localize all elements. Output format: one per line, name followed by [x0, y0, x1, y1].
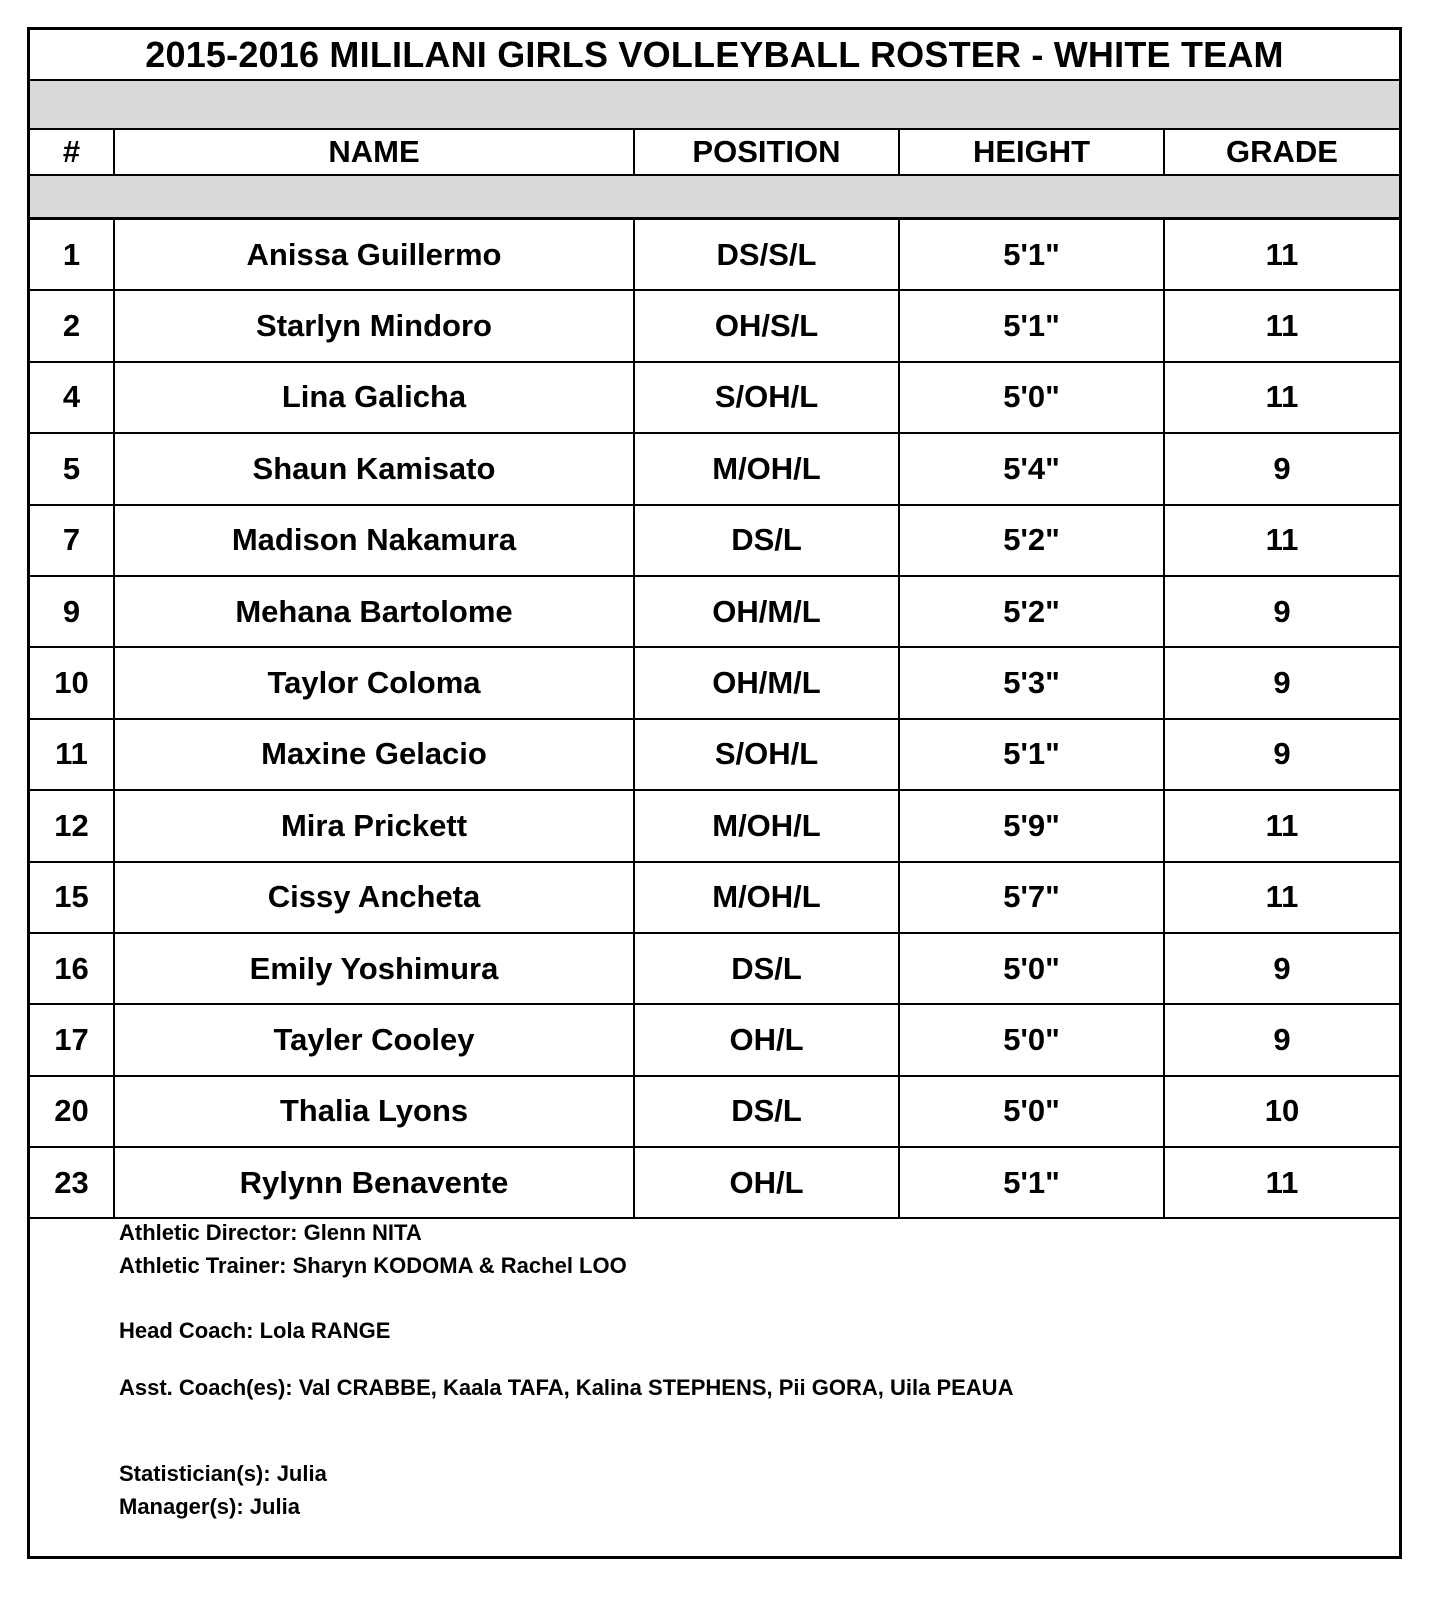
statisticians: Statistician(s): Julia — [119, 1461, 327, 1486]
table-row — [30, 933, 1399, 1004]
column-header-position: POSITION — [634, 130, 899, 175]
player-number: 12 — [30, 790, 114, 861]
player-position: S/OH/L — [634, 362, 899, 433]
staff-section — [119, 1216, 1013, 1523]
header-band — [30, 81, 1399, 130]
player-height: 5'2" — [899, 505, 1164, 576]
player-height: 5'3" — [899, 647, 1164, 718]
column-header-grade: GRADE — [1164, 130, 1399, 175]
player-height: 5'4" — [899, 433, 1164, 504]
player-position: OH/L — [634, 1004, 899, 1075]
player-position: M/OH/L — [634, 790, 899, 861]
player-grade: 9 — [1164, 433, 1399, 504]
player-position: OH/M/L — [634, 576, 899, 647]
table-row — [30, 290, 1399, 361]
player-number: 5 — [30, 433, 114, 504]
player-position: M/OH/L — [634, 862, 899, 933]
player-name: Thalia Lyons — [114, 1076, 634, 1147]
player-grade: 9 — [1164, 1004, 1399, 1075]
player-height: 5'1" — [899, 1147, 1164, 1218]
player-position: DS/S/L — [634, 219, 899, 290]
player-name: Taylor Coloma — [114, 647, 634, 718]
table-row — [30, 862, 1399, 933]
table-row — [30, 1147, 1399, 1218]
player-number: 2 — [30, 290, 114, 361]
player-name: Madison Nakamura — [114, 505, 634, 576]
roster-title: 2015-2016 MILILANI GIRLS VOLLEYBALL ROSTER - WHITE TEAM — [30, 30, 1399, 81]
player-name: Emily Yoshimura — [114, 933, 634, 1004]
player-position: OH/M/L — [634, 647, 899, 718]
roster-sheet — [27, 27, 1402, 1559]
player-grade: 11 — [1164, 790, 1399, 861]
column-header-number: # — [30, 130, 114, 175]
athletic-trainer: Athletic Trainer: Sharyn KODOMA & Rachel LOO — [119, 1253, 627, 1278]
player-number: 7 — [30, 505, 114, 576]
player-name: Shaun Kamisato — [114, 433, 634, 504]
player-grade: 9 — [1164, 719, 1399, 790]
player-grade: 11 — [1164, 505, 1399, 576]
player-grade: 9 — [1164, 647, 1399, 718]
player-grade: 9 — [1164, 933, 1399, 1004]
player-height: 5'0" — [899, 1076, 1164, 1147]
table-row — [30, 505, 1399, 576]
player-position: M/OH/L — [634, 433, 899, 504]
player-name: Rylynn Benavente — [114, 1147, 634, 1218]
player-height: 5'1" — [899, 219, 1164, 290]
player-height: 5'1" — [899, 290, 1164, 361]
player-grade: 9 — [1164, 576, 1399, 647]
player-height: 5'0" — [899, 1004, 1164, 1075]
player-number: 20 — [30, 1076, 114, 1147]
head-coach: Head Coach: Lola RANGE — [119, 1318, 391, 1343]
player-number: 15 — [30, 862, 114, 933]
player-position: OH/L — [634, 1147, 899, 1218]
player-height: 5'9" — [899, 790, 1164, 861]
table-row — [30, 1076, 1399, 1147]
player-name: Mehana Bartolome — [114, 576, 634, 647]
column-header-name: NAME — [114, 130, 634, 175]
player-name: Cissy Ancheta — [114, 862, 634, 933]
athletic-director: Athletic Director: Glenn NITA — [119, 1220, 422, 1245]
player-number: 11 — [30, 719, 114, 790]
player-number: 23 — [30, 1147, 114, 1218]
player-height: 5'1" — [899, 719, 1164, 790]
column-header-row — [30, 130, 1399, 175]
player-position: DS/L — [634, 505, 899, 576]
table-row — [30, 719, 1399, 790]
managers: Manager(s): Julia — [119, 1494, 300, 1519]
player-name: Anissa Guillermo — [114, 219, 634, 290]
player-number: 16 — [30, 933, 114, 1004]
table-row — [30, 219, 1399, 290]
column-header-height: HEIGHT — [899, 130, 1164, 175]
player-number: 1 — [30, 219, 114, 290]
player-name: Starlyn Mindoro — [114, 290, 634, 361]
player-position: DS/L — [634, 933, 899, 1004]
player-position: OH/S/L — [634, 290, 899, 361]
player-grade: 11 — [1164, 862, 1399, 933]
table-row — [30, 433, 1399, 504]
player-number: 9 — [30, 576, 114, 647]
player-height: 5'2" — [899, 576, 1164, 647]
player-grade: 11 — [1164, 1147, 1399, 1218]
player-height: 5'0" — [899, 362, 1164, 433]
player-grade: 11 — [1164, 290, 1399, 361]
table-row — [30, 362, 1399, 433]
assistant-coaches: Asst. Coach(es): Val CRABBE, Kaala TAFA, Kalina STEPHENS, Pii GORA, Uila PEAUA — [119, 1375, 1014, 1400]
player-position: DS/L — [634, 1076, 899, 1147]
spacer-row — [30, 175, 1399, 219]
player-grade: 11 — [1164, 219, 1399, 290]
player-name: Maxine Gelacio — [114, 719, 634, 790]
table-row — [30, 1004, 1399, 1075]
table-row — [30, 790, 1399, 861]
table-row — [30, 576, 1399, 647]
player-height: 5'7" — [899, 862, 1164, 933]
player-name: Lina Galicha — [114, 362, 634, 433]
player-position: S/OH/L — [634, 719, 899, 790]
table-row — [30, 647, 1399, 718]
player-name: Mira Prickett — [114, 790, 634, 861]
player-height: 5'0" — [899, 933, 1164, 1004]
player-name: Tayler Cooley — [114, 1004, 634, 1075]
roster-table — [30, 130, 1399, 1219]
player-grade: 10 — [1164, 1076, 1399, 1147]
player-number: 4 — [30, 362, 114, 433]
player-number: 10 — [30, 647, 114, 718]
player-number: 17 — [30, 1004, 114, 1075]
player-grade: 11 — [1164, 362, 1399, 433]
